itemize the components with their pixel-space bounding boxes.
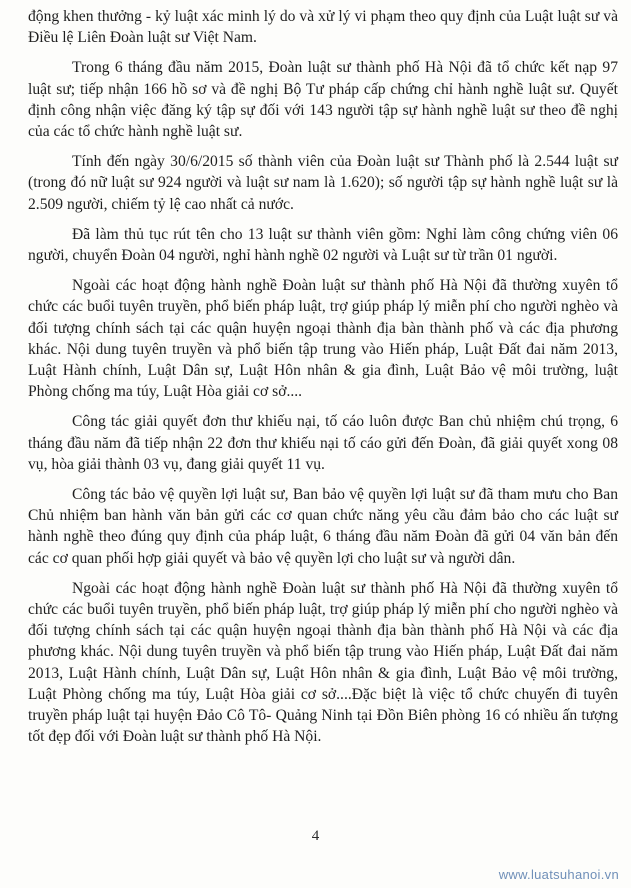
watermark-url: www.luatsuhanoi.vn (498, 867, 619, 882)
paragraph-outreach-co-to: Ngoài các hoạt động hành nghề Đoàn luật sư thành phố Hà Nội đã thường xuyên tổ chức các buổi tuyên truyền, phổ biến pháp luật, trợ giúp pháp lý miễn phí cho người nghèo và đối tượng chính sách tại các quận huyện ngoại thành địa bàn thành phố Hà Nội và các địa phương khác. Nội dung tuyên truyền và phổ biến tập trung vào Hiến pháp, Luật Đất đai năm 2013, Luật Hành chính, Luật Dân sự, Luật Hôn nhân & gia đình, Luật Bảo vệ môi trường, Luật Phòng chống ma túy, Luật Hòa giải cơ sở....Đặc biệt là việc tổ chức chuyến đi tuyên truyền pháp luật tại huyện Đảo Cô Tô- Quảng Ninh tại Đồn Biên phòng 16 có nhiều ấn tượng tốt đẹp đối với Đoàn luật sư thành phố Hà Nội. (28, 579, 618, 746)
paragraph-name-removal: Đã làm thủ tục rút tên cho 13 luật sư thành viên gồm: Nghỉ làm công chứng viên 06 người, chuyển Đoàn 04 người, nghỉ hành nghề 02 người và Luật sư từ trần 01 người. (28, 225, 618, 265)
paragraph-complaints: Công tác giải quyết đơn thư khiếu nại, tố cáo luôn được Ban chủ nhiệm chú trọng, 6 tháng đầu năm đã tiếp nhận 22 đơn thư khiếu nại tố cáo gửi đến Đoàn, đã giải quyết xong 08 vụ, hòa giải thành 03 vụ, đang giải quyết 11 vụ. (28, 413, 618, 473)
page-number: 4 (311, 828, 320, 844)
paragraph-admission-stats: Trong 6 tháng đầu năm 2015, Đoàn luật sư thành phố Hà Nội đã tổ chức kết nạp 97 luật sư; tiếp nhận 166 hồ sơ và đề nghị Bộ Tư pháp cấp chứng chỉ hành nghề luật sư. Quyết định công nhận việc đăng ký tập sự đối với 143 người tập sự hành nghề luật sư theo đề nghị của các tổ chức hành nghề luật sư. (28, 59, 618, 141)
document-body (28, 6, 618, 757)
paragraph-legal-outreach: Ngoài các hoạt động hành nghề Đoàn luật sư thành phố Hà Nội đã thường xuyên tổ chức các buổi tuyên truyền, phổ biến pháp luật, trợ giúp pháp lý miễn phí cho người nghèo và đối tượng chính sách tại các quận huyện ngoại thành địa bàn thành phố và các địa phương khác. Nội dung tuyên truyền và phổ biến tập trung vào Hiến pháp, Luật Đất đai năm 2013, Luật Hành chính, Luật Dân sự, Luật Hôn nhân & gia đình, Luật Bảo vệ môi trường, luật Phòng chống ma túy, Luật Hòa giải cơ sở.... (28, 277, 618, 401)
paragraph-lawyer-rights: Công tác bảo vệ quyền lợi luật sư, Ban bảo vệ quyền lợi luật sư đã tham mưu cho Ban Chủ nhiệm ban hành văn bản gửi các cơ quan chức năng yêu cầu đảm bảo cho các luật sư hành nghề theo đúng quy định của pháp luật, 6 tháng đầu năm Đoàn đã gửi 04 văn bản đến các cơ quan phối hợp giải quyết và bảo vệ quyền lợi cho luật sư và người dân. (28, 486, 618, 567)
paragraph-continuation: động khen thưởng - kỷ luật xác minh lý do và xử lý vi phạm theo quy định của Luật luật sư và Điều lệ Liên Đoàn luật sư Việt Nam. (28, 8, 618, 47)
paragraph-membership-stats: Tính đến ngày 30/6/2015 số thành viên của Đoàn luật sư Thành phố là 2.544 luật sư (trong đó nữ luật sư 924 người và luật sư nam là 1.620); số người tập sự hành nghề luật sư là 2.509 người, chiếm tỷ lệ cao nhất cả nước. (28, 153, 618, 213)
